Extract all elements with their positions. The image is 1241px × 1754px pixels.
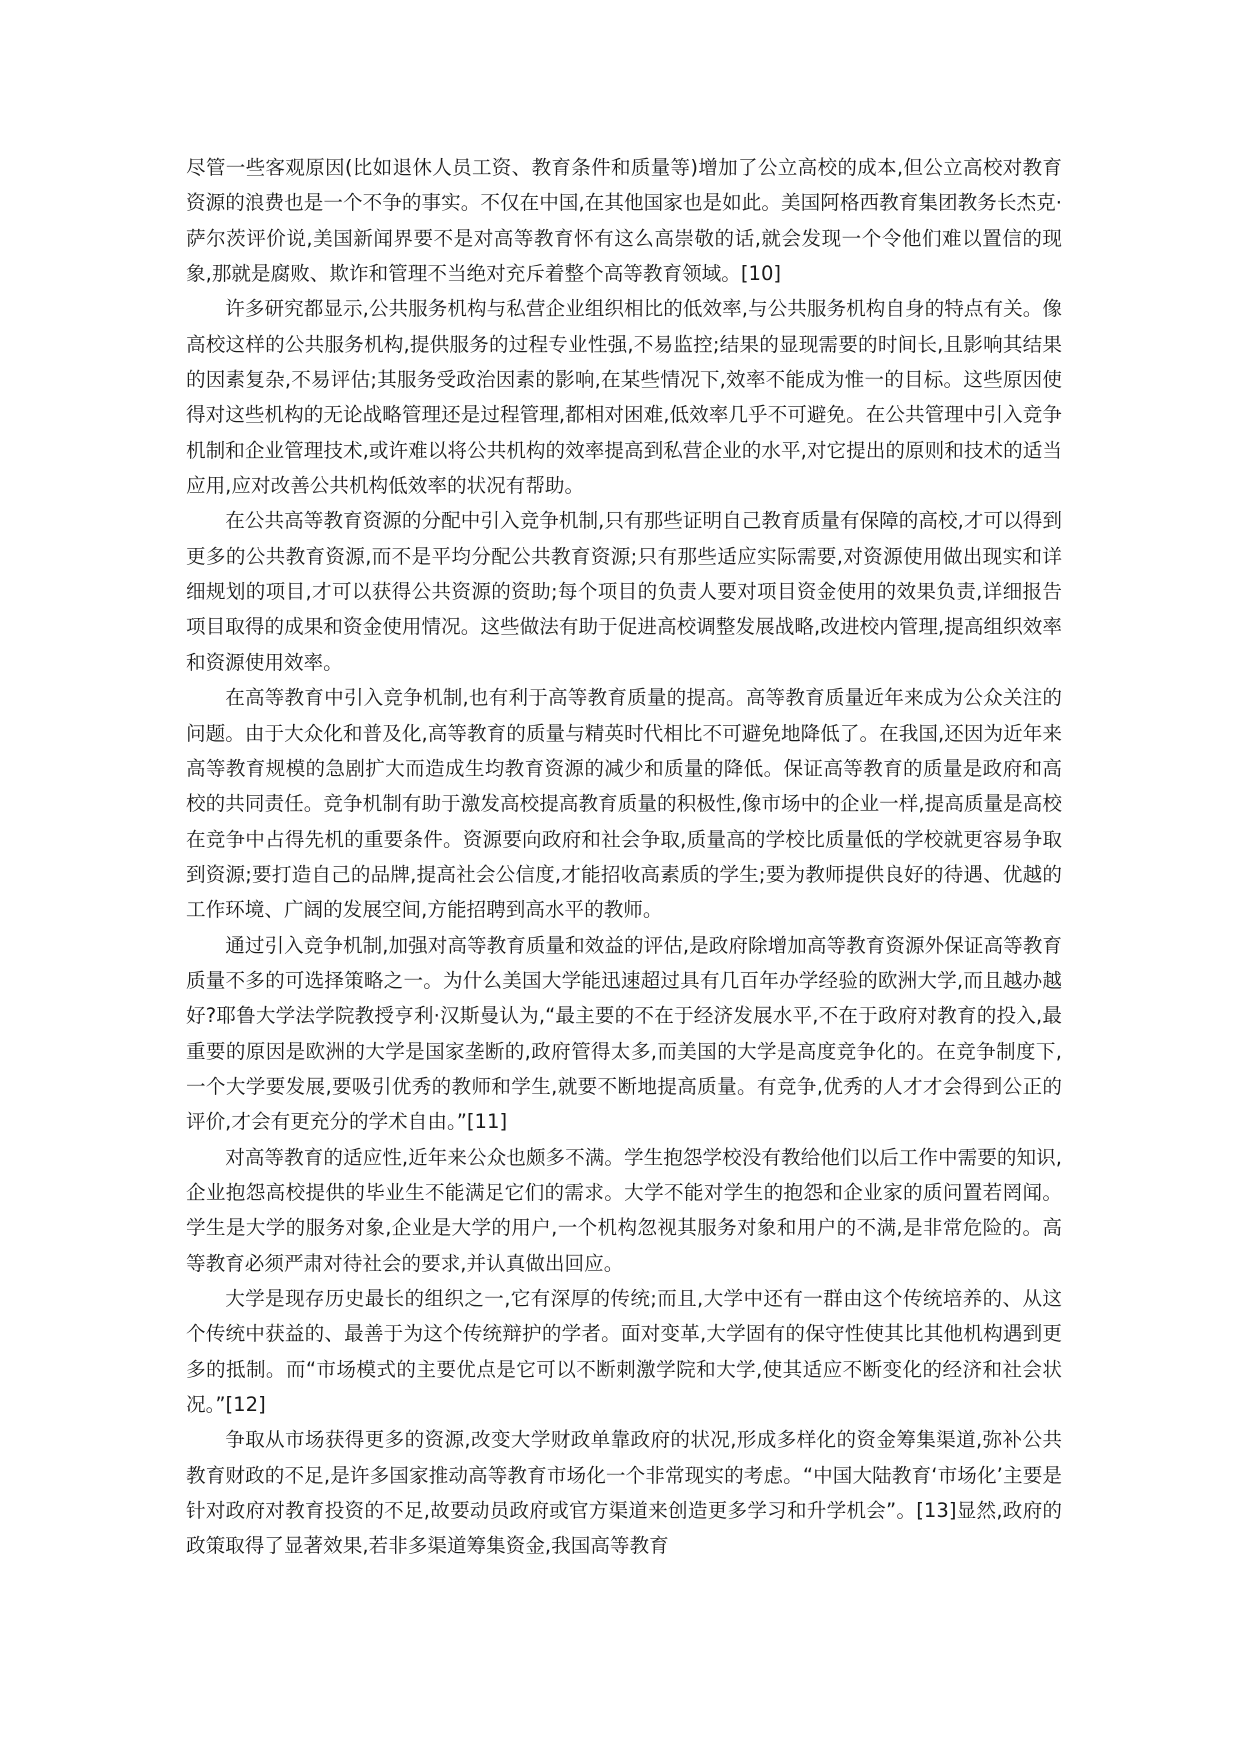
paragraph-7: 大学是现存历史最长的组织之一,它有深厚的传统;而且,大学中还有一群由这个传统培养的、从这个传统中获益的、最善于为这个传统辩护的学者。面对变革,大学固有的保守性使其比其他机构遇到更多的抵制。而“市场模式的主要优点是它可以不断刺激学院和大学,使其适应不断变化的经济和社会状况。”[12] [186, 1287, 1062, 1417]
paragraph-6: 对高等教育的适应性,近年来公众也颇多不满。学生抱怨学校没有教给他们以后工作中需要的知识,企业抱怨高校提供的毕业生不能满足它们的需求。大学不能对学生的抱怨和企业家的质问置若罔闻。学生是大学的服务对象,企业是大学的用户,一个机构忽视其服务对象和用户的不满,是非常危险的。高等教育必须严肃对待社会的要求,并认真做出回应。 [186, 1145, 1062, 1275]
paragraph-4: 在高等教育中引入竞争机制,也有利于高等教育质量的提高。高等教育质量近年来成为公众关注的问题。由于大众化和普及化,高等教育的质量与精英时代相比不可避免地降低了。在我国,还因为近年来高等教育规模的急剧扩大而造成生均教育资源的减少和质量的降低。保证高等教育的质量是政府和高校的共同责任。竞争机制有助于激发高校提高教育质量的积极性,像市场中的企业一样,提高质量是高校在竞争中占得先机的重要条件。资源要向政府和社会争取,质量高的学校比质量低的学校就更容易争取到资源;要打造自己的品牌,提高社会公信度,才能招收高素质的学生;要为教师提供良好的待遇、优越的工作环境、广阔的发展空间,方能招聘到高水平的教师。 [186, 686, 1062, 922]
paragraph-8: 争取从市场获得更多的资源,改变大学财政单靠政府的状况,形成多样化的资金筹集渠道,弥补公共教育财政的不足,是许多国家推动高等教育市场化一个非常现实的考虑。“中国大陆教育‘市场化’主要是针对政府对教育投资的不足,故要动员政府或官方渠道来创造更多学习和升学机会”。[13]显然,政府的政策取得了显著效果,若非多渠道筹集资金,我国高等教育 [186, 1428, 1062, 1558]
paragraph-5: 通过引入竞争机制,加强对高等教育质量和效益的评估,是政府除增加高等教育资源外保证高等教育质量不多的可选择策略之一。为什么美国大学能迅速超过具有几百年办学经验的欧洲大学,而且越办越好?耶鲁大学法学院教授亨利·汉斯曼认为,“最主要的不在于经济发展水平,不在于政府对教育的投入,最重要的原因是欧洲的大学是国家垄断的,政府管得太多,而美国的大学是高度竞争化的。在竞争制度下,一个大学要发展,要吸引优秀的教师和学生,就要不断地提高质量。有竞争,优秀的人才才会得到公正的评价,才会有更充分的学术自由。”[11] [186, 933, 1062, 1134]
document-body [186, 150, 1062, 1564]
paragraph-1: 尽管一些客观原因(比如退休人员工资、教育条件和质量等)增加了公立高校的成本,但公立高校对教育资源的浪费也是一个不争的事实。不仅在中国,在其他国家也是如此。美国阿格西教育集团教务长杰克·萨尔茨评价说,美国新闻界要不是对高等教育怀有这么高崇敬的话,就会发现一个令他们难以置信的现象,那就是腐败、欺诈和管理不当绝对充斥着整个高等教育领域。[10] [186, 156, 1062, 286]
paragraph-2: 许多研究都显示,公共服务机构与私营企业组织相比的低效率,与公共服务机构自身的特点有关。像高校这样的公共服务机构,提供服务的过程专业性强,不易监控;结果的显现需要的时间长,且影响其结果的因素复杂,不易评估;其服务受政治因素的影响,在某些情况下,效率不能成为惟一的目标。这些原因使得对这些机构的无论战略管理还是过程管理,都相对困难,低效率几乎不可避免。在公共管理中引入竞争机制和企业管理技术,或许难以将公共机构的效率提高到私营企业的水平,对它提出的原则和技术的适当应用,应对改善公共机构低效率的状况有帮助。 [186, 297, 1062, 498]
paragraph-3: 在公共高等教育资源的分配中引入竞争机制,只有那些证明自己教育质量有保障的高校,才可以得到更多的公共教育资源,而不是平均分配公共教育资源;只有那些适应实际需要,对资源使用做出现实和详细规划的项目,才可以获得公共资源的资助;每个项目的负责人要对项目资金使用的效果负责,详细报告项目取得的成果和资金使用情况。这些做法有助于促进高校调整发展战略,改进校内管理,提高组织效率和资源使用效率。 [186, 509, 1062, 674]
